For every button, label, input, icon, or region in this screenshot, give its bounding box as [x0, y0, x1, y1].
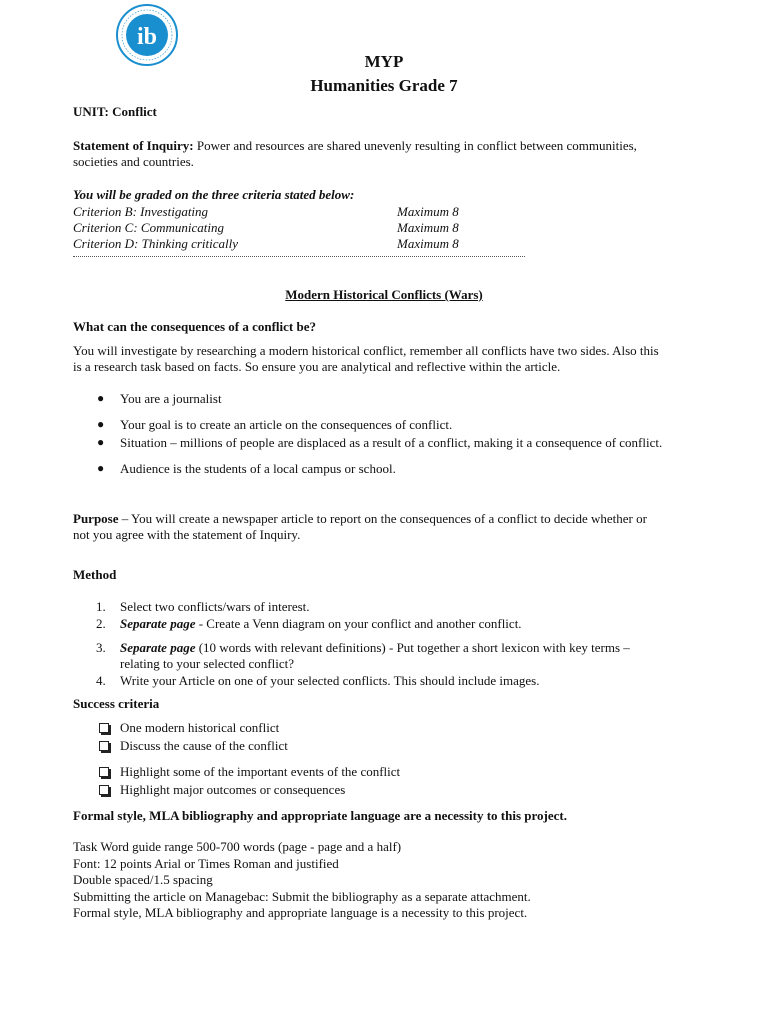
note-line: Task Word guide range 500-700 words (page - page and a half) [73, 839, 402, 854]
method-step [120, 616, 522, 632]
step-number: 4. [96, 673, 106, 688]
criterion-d: Criterion D: Thinking critically [73, 236, 239, 251]
success-item: Highlight some of the important events of the conflict [120, 764, 401, 779]
method-step: Write your Article on one of your selected conflicts. This should include images. [120, 673, 540, 688]
inquiry-text-1: Power and resources are shared unevenly resulting in conflict between communities, [193, 138, 637, 153]
bullet-icon: ● [97, 391, 105, 405]
bullet-icon: ● [97, 435, 105, 449]
intro-line-1: You will investigate by researching a modern historical conflict, remember all conflicts have two sides. Also this [73, 343, 659, 358]
note-line: Formal style, MLA bibliography and appropriate language is a necessity to this project. [73, 905, 528, 920]
formal-requirement: Formal style, MLA bibliography and appropriate language are a necessity to this project. [73, 808, 567, 823]
bullet-icon: ● [97, 417, 105, 431]
purpose-text-1: – You will create a newspaper article to report on the consequences of a conflict to decide whether or [118, 511, 647, 526]
step-number: 3. [96, 640, 106, 655]
unit-heading: UNIT: Conflict [73, 104, 157, 119]
success-item: Discuss the cause of the conflict [120, 738, 288, 753]
ib-logo-letters: ib [136, 24, 158, 50]
criteria-heading: You will be graded on the three criteria stated below: [73, 187, 355, 202]
checkbox-icon [99, 785, 109, 795]
dotted-divider [73, 256, 525, 257]
method-step [120, 640, 630, 656]
note-line: Font: 12 points Arial or Times Roman and justified [73, 856, 339, 871]
criterion-c: Criterion C: Communicating [73, 220, 224, 235]
intro-line-2: is a research task based on facts. So ensure you are analytical and reflective within the article. [73, 359, 561, 374]
method-step-text: - Create a Venn diagram on your conflict and another conflict. [195, 616, 522, 631]
success-heading: Success criteria [73, 696, 160, 711]
page-subtitle: Humanities Grade 7 [310, 76, 458, 95]
note-line: Double spaced/1.5 spacing [73, 872, 213, 887]
question-heading: What can the consequences of a conflict be? [73, 319, 317, 334]
bullet-item: Your goal is to create an article on the consequences of conflict. [120, 417, 453, 432]
inquiry-text-2: societies and countries. [73, 154, 194, 169]
criterion-d-max: Maximum 8 [397, 236, 459, 251]
bullet-item: Situation – millions of people are displaced as a result of a conflict, making it a consequence of conflict. [120, 435, 663, 450]
method-heading: Method [73, 567, 117, 582]
checkbox-icon [99, 767, 109, 777]
criterion-b: Criterion B: Investigating [73, 204, 209, 219]
inquiry-line-1 [73, 138, 637, 154]
step-number: 2. [96, 616, 106, 631]
bullet-item: You are a journalist [120, 391, 222, 406]
purpose-label: Purpose [73, 511, 119, 526]
note-line: Submitting the article on Managebac: Submit the bibliography as a separate attachment. [73, 889, 531, 904]
bullet-icon: ● [97, 461, 105, 475]
method-step-text: (10 words with relevant definitions) - Put together a short lexicon with key terms – [195, 640, 630, 655]
purpose-text-2: not you agree with the statement of Inquiry. [73, 527, 301, 542]
separate-page-label: Separate page [120, 616, 196, 631]
success-item: One modern historical conflict [120, 720, 280, 735]
inquiry-label: Statement of Inquiry: [73, 138, 194, 153]
separate-page-label: Separate page [120, 640, 196, 655]
section-title: Modern Historical Conflicts (Wars) [285, 287, 483, 302]
method-step-continued: relating to your selected conflict? [120, 656, 294, 671]
purpose-line-1 [73, 511, 647, 527]
step-number: 1. [96, 599, 106, 614]
method-step: Select two conflicts/wars of interest. [120, 599, 310, 614]
criterion-c-max: Maximum 8 [397, 220, 459, 235]
success-item: Highlight major outcomes or consequences [120, 782, 346, 797]
page-title: MYP [364, 52, 404, 71]
bullet-item: Audience is the students of a local campus or school. [120, 461, 396, 476]
criterion-b-max: Maximum 8 [397, 204, 459, 219]
checkbox-icon [99, 741, 109, 751]
checkbox-icon [99, 723, 109, 733]
